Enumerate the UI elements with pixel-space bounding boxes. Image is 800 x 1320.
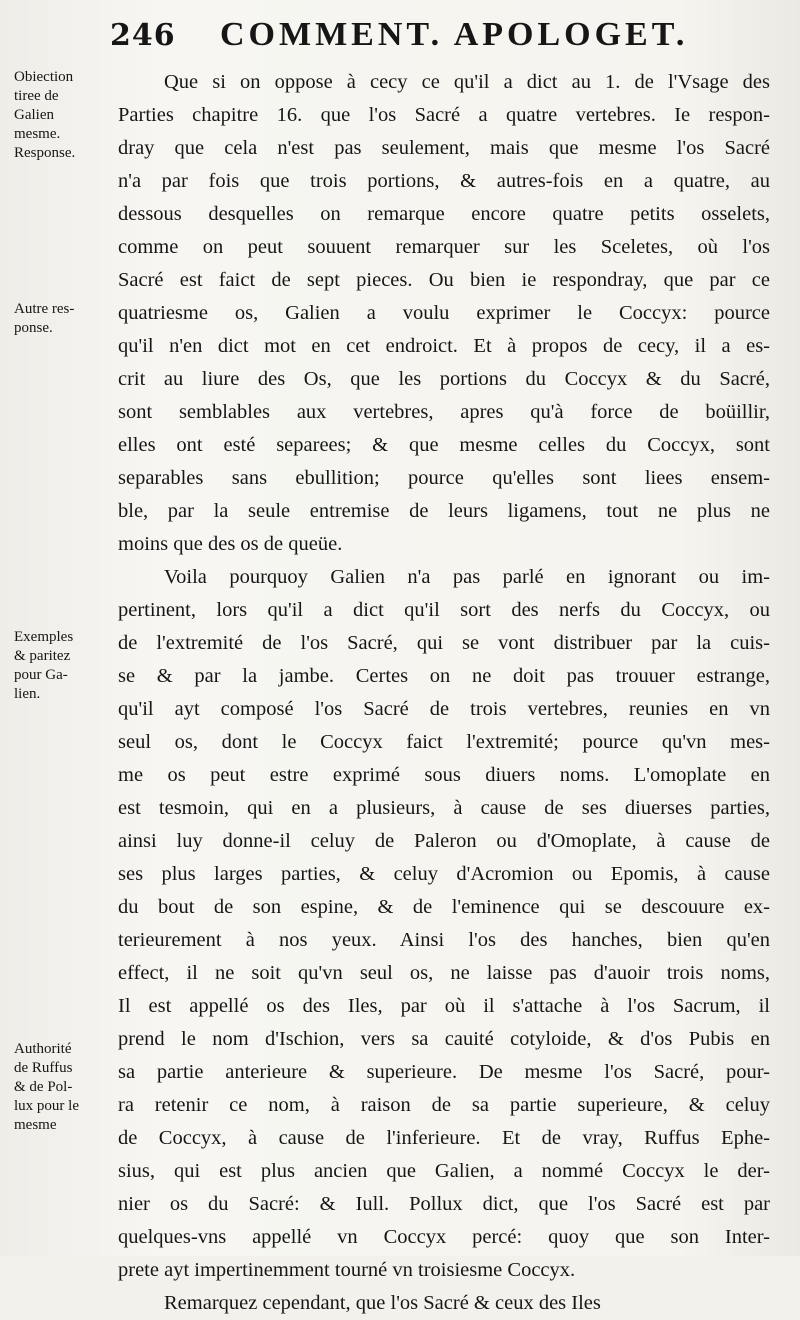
text-line: crit au liure des Os, que les portions du Coccyx & du Sacré, — [118, 368, 770, 390]
text-line: se & par la jambe. Certes on ne doit pas trouuer estrange, — [118, 665, 770, 687]
text-line: dessous desquelles on remarque encore quatre petits osselets, — [118, 203, 770, 225]
text-line: pertinent, lors qu'il a dict qu'il sort des nerfs du Coccyx, ou — [118, 599, 770, 621]
text-line: de l'extremité de l'os Sacré, qui se vont distribuer par la cuis- — [118, 632, 770, 654]
text-line: comme on peut souuent remarquer sur les Sceletes, où l'os — [118, 236, 770, 258]
text-line: Sacré est faict de sept pieces. Ou bien ie respondray, que par ce — [118, 269, 770, 291]
text-line: seul os, dont le Coccyx faict l'extremité; pource qu'vn mes- — [118, 731, 770, 753]
text-line: moins que des os de queüe. — [118, 533, 343, 555]
page-header — [110, 14, 770, 64]
paragraph-sacrum-objection — [118, 66, 770, 561]
text-line: sius, qui est plus ancien que Galien, a nommé Coccyx le der- — [118, 1160, 770, 1182]
text-line: me os peut estre exprimé sous diuers noms. L'omoplate en — [118, 764, 770, 786]
margin-note-other-response: Autre res- ponse. — [14, 301, 75, 336]
text-line: separables sans ebullition; pource qu'elles sont liees ensem- — [118, 467, 770, 489]
page-number: 246 — [110, 18, 176, 53]
text-line: terieurement à nos yeux. Ainsi l'os des hanches, bien qu'en — [118, 929, 770, 951]
text-line: qu'il ayt composé l'os Sacré de trois vertebres, reunies en vn — [118, 698, 770, 720]
text-line: Parties chapitre 16. que l'os Sacré a quatre vertebres. Ie respon- — [118, 104, 770, 126]
text-line: Il est appellé os des Iles, par où il s'attache à l'os Sacrum, il — [118, 995, 770, 1017]
final-line: Remarquez cependant, que l'os Sacré & ceux des Iles — [164, 1292, 601, 1314]
text-line: prete ayt impertinemment tourné vn troisiesme Coccyx. — [118, 1259, 576, 1281]
text-line: qu'il n'en dict mot en cet endroict. Et à propos de cecy, il a es- — [118, 335, 770, 357]
paragraph-galien-defense — [118, 561, 770, 1287]
text-line: sont semblables aux vertebres, apres qu'à force de boüillir, — [118, 401, 770, 423]
text-line: prend le nom d'Ischion, vers sa cauité cotyloide, & d'os Pubis en — [118, 1028, 770, 1050]
text-line: dray que cela n'est pas seulement, mais que mesme l'os Sacré — [118, 137, 770, 159]
text-line: de Coccyx, à cause de l'inferieure. Et de vray, Ruffus Ephe- — [118, 1127, 770, 1149]
text-line: quelques-vns appellé vn Coccyx percé: quoy que son Inter- — [118, 1226, 770, 1248]
text-line: du bout de son espine, & de l'eminence qui se descouure ex- — [118, 896, 770, 918]
text-line: ainsi luy donne-il celuy de Paleron ou d'Omoplate, à cause de — [118, 830, 770, 852]
text-line: elles ont esté separees; & que mesme celles du Coccyx, sont — [118, 434, 770, 456]
text-line: Que si on oppose à cecy ce qu'il a dict au 1. de l'Vsage des — [164, 71, 770, 93]
text-line: ble, par la seule entremise de leurs ligamens, tout ne plus ne — [118, 500, 770, 522]
text-line: nier os du Sacré: & Iull. Pollux dict, que l'os Sacré est par — [118, 1193, 770, 1215]
text-line: sa partie anterieure & superieure. De mesme l'os Sacré, pour- — [118, 1061, 770, 1083]
running-title: COMMENT. APOLOGET. — [220, 16, 689, 53]
text-line: quatriesme os, Galien a voulu exprimer le Coccyx: pource — [118, 302, 770, 324]
main-text — [118, 66, 770, 1320]
text-line: n'a par fois que trois portions, & autres-fois en a quatre, au — [118, 170, 770, 192]
text-line: Voila pourquoy Galien n'a pas parlé en ignorant ou im- — [164, 566, 770, 588]
margin-note-examples: Exemples & paritez pour Ga- lien. — [14, 629, 74, 702]
text-line: ses plus larges parties, & celuy d'Acromion ou Epomis, à cause — [118, 863, 770, 885]
text-line: est tesmoin, qui en a plusieurs, à cause de ses diuerses parties, — [118, 797, 770, 819]
margin-note-objection: Obiection tiree de Galien mesme. Response. — [14, 69, 76, 161]
text-line: ra retenir ce nom, à raison de sa partie superieure, & celuy — [118, 1094, 770, 1116]
text-line: effect, il ne soit qu'vn seul os, ne laisse pas d'auoir trois noms, — [118, 962, 770, 984]
margin-note-authority: Authorité de Ruffus & de Pol- lux pour le mesme — [14, 1041, 79, 1133]
